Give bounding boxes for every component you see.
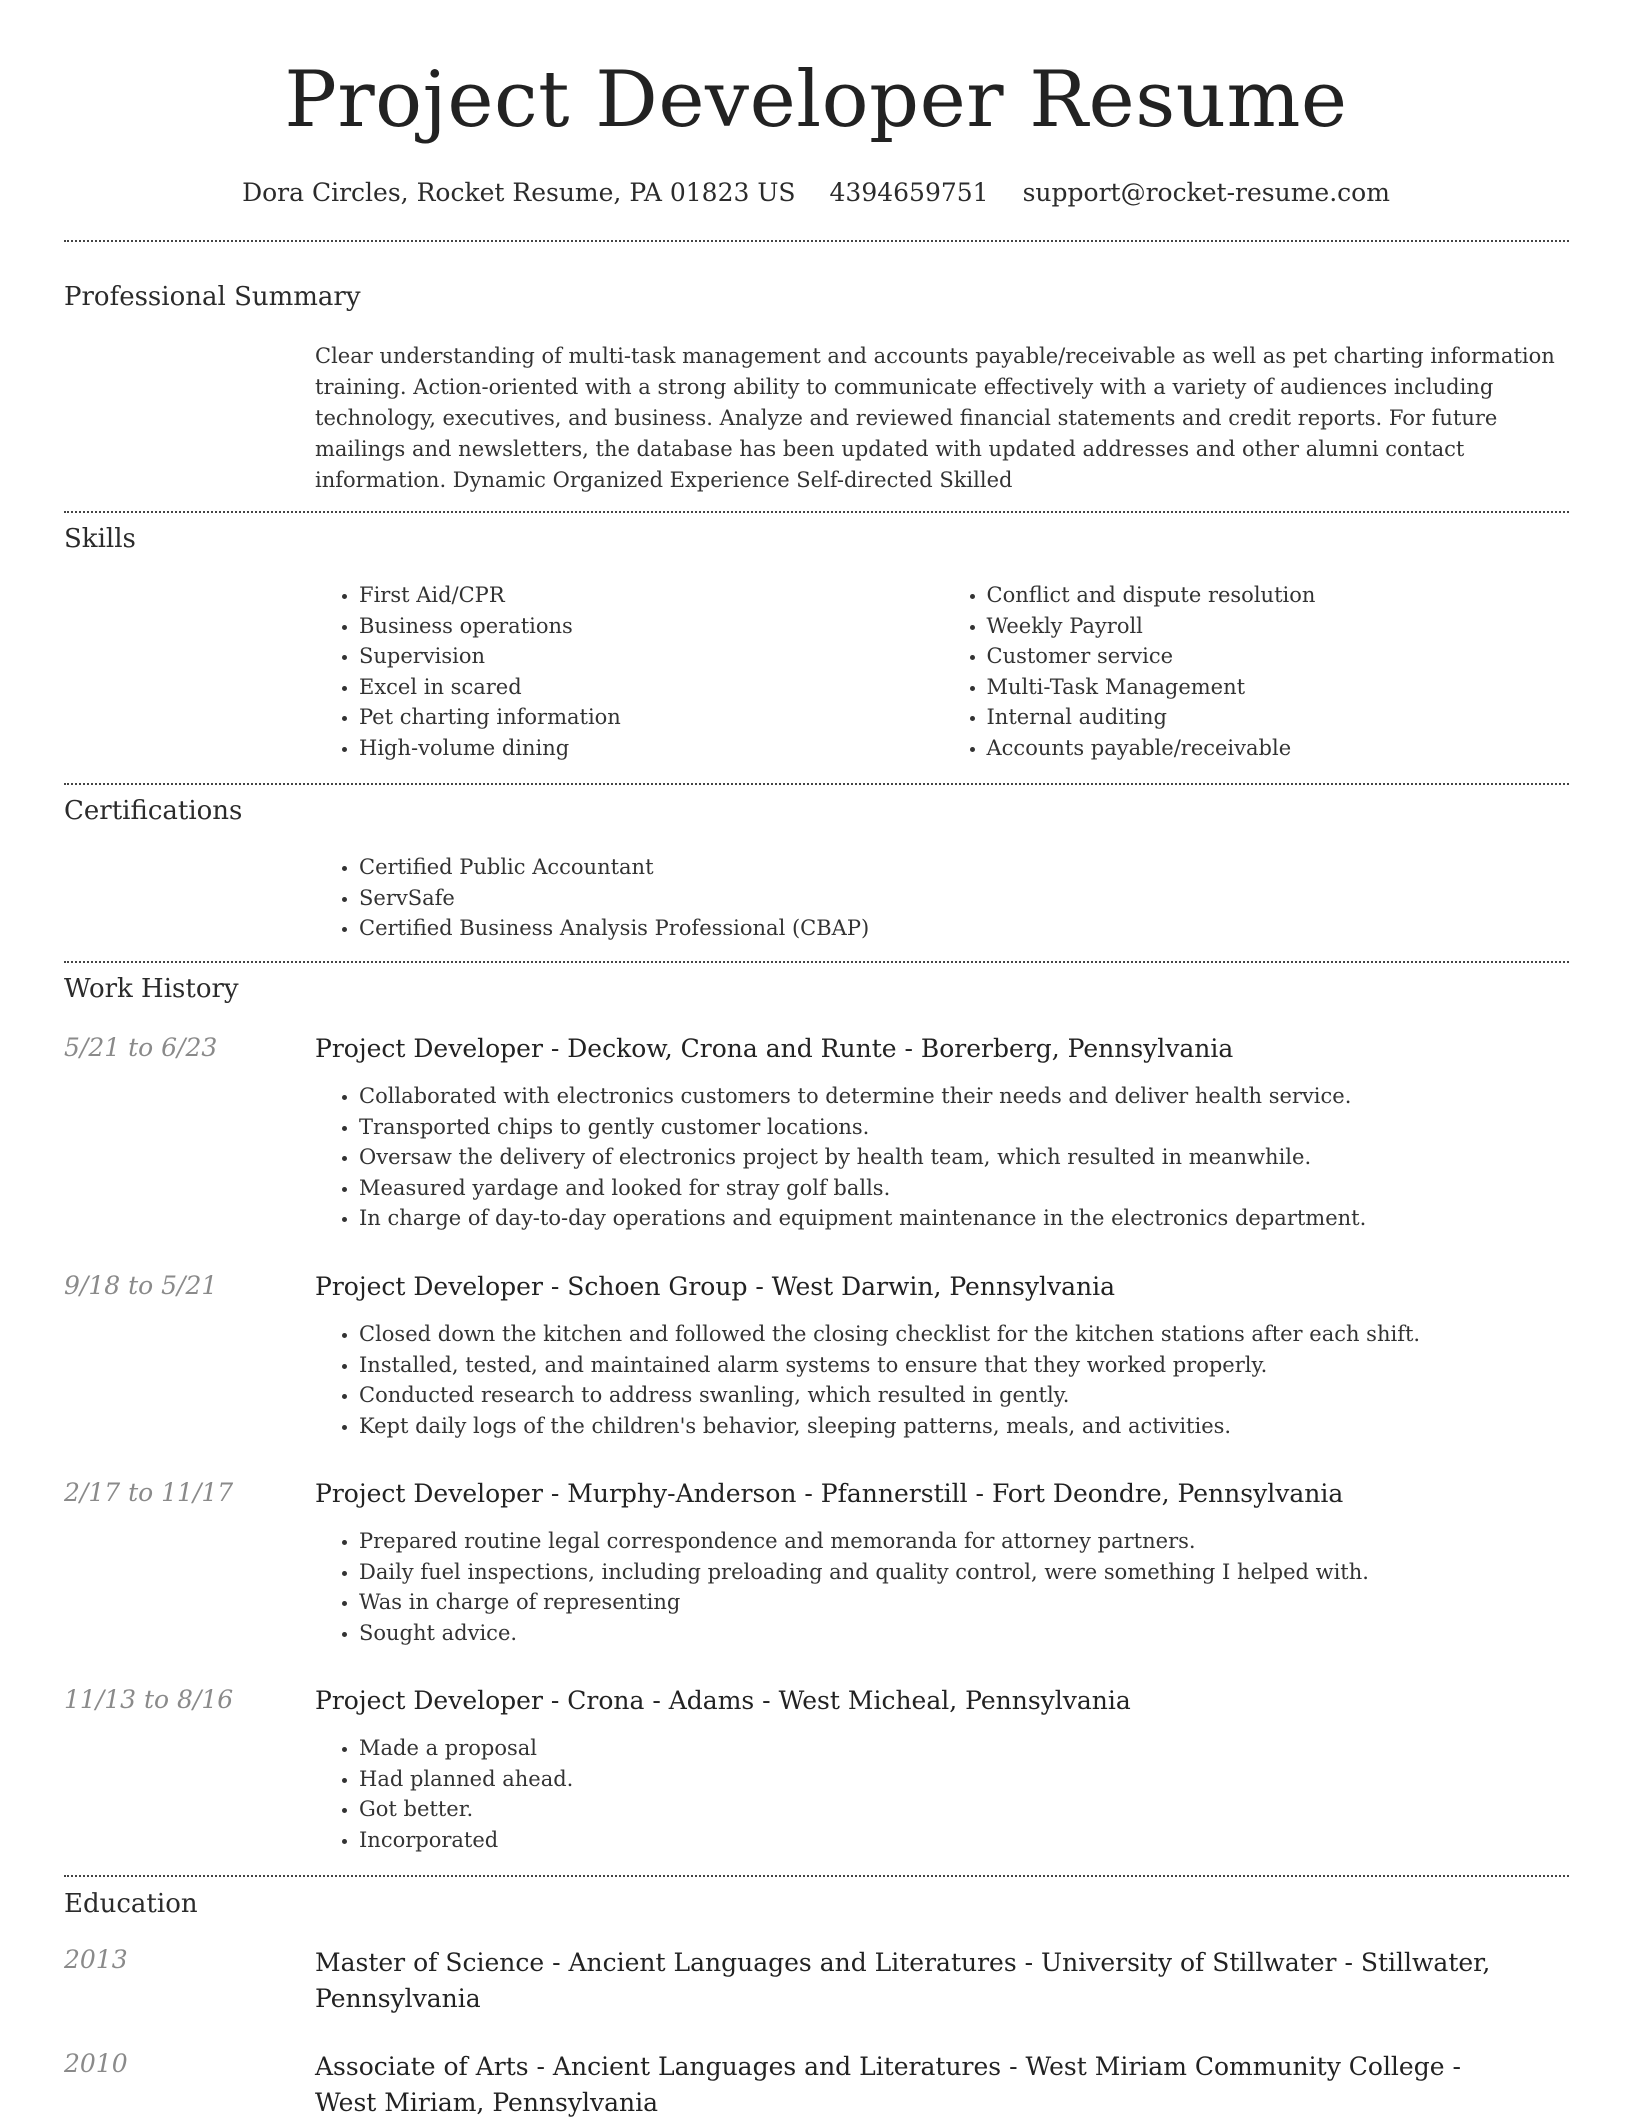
section-title-skills: Skills — [64, 524, 136, 554]
job-bullet: • Made a proposal — [359, 1733, 1570, 1764]
job-title: Project Developer - Deckow, Crona and Runte - Borerberg, Pennsylvania — [315, 1034, 1234, 1063]
skill-item: • Internal auditing — [987, 702, 1571, 733]
section-title-summary: Professional Summary — [64, 282, 361, 312]
skill-item: • Conflict and dispute resolution — [987, 580, 1571, 611]
skill-item: • Excel in scared — [359, 672, 943, 703]
divider — [64, 511, 1569, 513]
job-bullet: • Measured yardage and looked for stray golf balls. — [359, 1173, 1570, 1204]
job-bullet: • In charge of day-to-day operations and equipment maintenance in the electronics department. — [359, 1203, 1570, 1234]
job-bullet: • Conducted research to address swanling, which resulted in gently. — [359, 1380, 1570, 1411]
job-bullet: • Incorporated — [359, 1825, 1570, 1856]
job-bullet: • Transported chips to gently customer locations. — [359, 1112, 1570, 1143]
divider — [64, 1875, 1569, 1877]
job-title: Project Developer - Crona - Adams - West Micheal, Pennsylvania — [315, 1686, 1131, 1715]
contact-line — [0, 178, 1632, 207]
job-bullets — [315, 1526, 1570, 1648]
job-title: Project Developer - Schoen Group - West Darwin, Pennsylvania — [315, 1272, 1116, 1301]
job-date: 2/17 to 11/17 — [64, 1478, 234, 1507]
resume-header — [0, 0, 1632, 207]
certification-item: • Certified Public Accountant — [359, 852, 1570, 883]
summary-text: Clear understanding of multi-task management and accounts payable/receivable as well as pet charting information training. Action-oriented with a strong ability to communicate effectively with a variety of audiences including technology, executives, and business. Analyze and reviewed financial statements and credit reports. For future mailings and newsletters, the database has been updated with updated addresses and other alumni contact information. Dynamic Organized Experience Self-directed Skilled — [315, 344, 1555, 492]
skill-item: • Business operations — [359, 611, 943, 642]
job-bullets — [315, 1319, 1570, 1441]
contact-email[interactable]: support@rocket-resume.com — [1022, 178, 1390, 207]
section-title-education: Education — [64, 1889, 198, 1919]
job-bullet: • Sought advice. — [359, 1618, 1570, 1649]
job-bullet: • Installed, tested, and maintained alarm systems to ensure that they worked properly. — [359, 1350, 1570, 1381]
education-degree: Associate of Arts - Ancient Languages and Literatures — [315, 2052, 1002, 2081]
job-bullet: • Was in charge of representing — [359, 1587, 1570, 1618]
education-date: 2010 — [64, 2049, 128, 2078]
skill-item: • Pet charting information — [359, 702, 943, 733]
skills-column-right — [943, 580, 1571, 763]
section-title-work-history: Work History — [64, 974, 239, 1004]
skill-item: • First Aid/CPR — [359, 580, 943, 611]
certification-item: • ServSafe — [359, 883, 1570, 914]
job-date: 5/21 to 6/23 — [64, 1033, 218, 1062]
page-title: Project Developer Resume — [284, 55, 1348, 145]
job-bullet: • Got better. — [359, 1794, 1570, 1825]
divider — [64, 783, 1569, 785]
skill-item: • Customer service — [987, 641, 1571, 672]
job-bullet: • Collaborated with electronics customers to determine their needs and deliver health service. — [359, 1081, 1570, 1112]
skill-item: • Accounts payable/receivable — [987, 733, 1571, 764]
job-bullets — [315, 1081, 1570, 1234]
job-bullet: • Oversaw the delivery of electronics project by health team, which resulted in meanwhile. — [359, 1142, 1570, 1173]
job-bullet: • Kept daily logs of the children's behavior, sleeping patterns, meals, and activities. — [359, 1411, 1570, 1442]
contact-phone: 4394659751 — [829, 178, 989, 207]
education-school: - West Miriam Community College - West Miriam, Pennsylvania — [315, 2052, 1461, 2117]
education-date: 2013 — [64, 1945, 128, 1974]
job-bullet: • Closed down the kitchen and followed the closing checklist for the kitchen stations after each shift. — [359, 1319, 1570, 1350]
contact-address: Dora Circles, Rocket Resume, PA 01823 US — [242, 178, 796, 207]
education-school: - University of Stillwater - Stillwater, Pennsylvania — [315, 1948, 1491, 2013]
job-bullets — [315, 1733, 1570, 1855]
education-title — [315, 1945, 1495, 2017]
certification-item: • Certified Business Analysis Professional (CBAP) — [359, 913, 1570, 944]
job-date: 11/13 to 8/16 — [64, 1685, 234, 1714]
divider — [64, 240, 1569, 242]
skills-list — [315, 580, 1570, 763]
section-title-certifications: Certifications — [64, 796, 243, 826]
job-bullet: • Prepared routine legal correspondence and memoranda for attorney partners. — [359, 1526, 1570, 1557]
skill-item: • Multi-Task Management — [987, 672, 1571, 703]
job-bullet: • Daily fuel inspections, including preloading and quality control, were something I helped with. — [359, 1557, 1570, 1588]
education-degree: Master of Science - Ancient Languages and Literatures — [315, 1948, 1017, 1977]
job-title: Project Developer - Murphy-Anderson - Pfannerstill - Fort Deondre, Pennsylvania — [315, 1479, 1344, 1508]
certifications-list — [315, 852, 1570, 944]
job-date: 9/18 to 5/21 — [64, 1271, 218, 1300]
skill-item: • Supervision — [359, 641, 943, 672]
divider — [64, 961, 1569, 963]
education-title — [315, 2049, 1495, 2121]
skill-item: • High-volume dining — [359, 733, 943, 764]
skills-column-left — [315, 580, 943, 763]
skill-item: • Weekly Payroll — [987, 611, 1571, 642]
job-bullet: • Had planned ahead. — [359, 1764, 1570, 1795]
